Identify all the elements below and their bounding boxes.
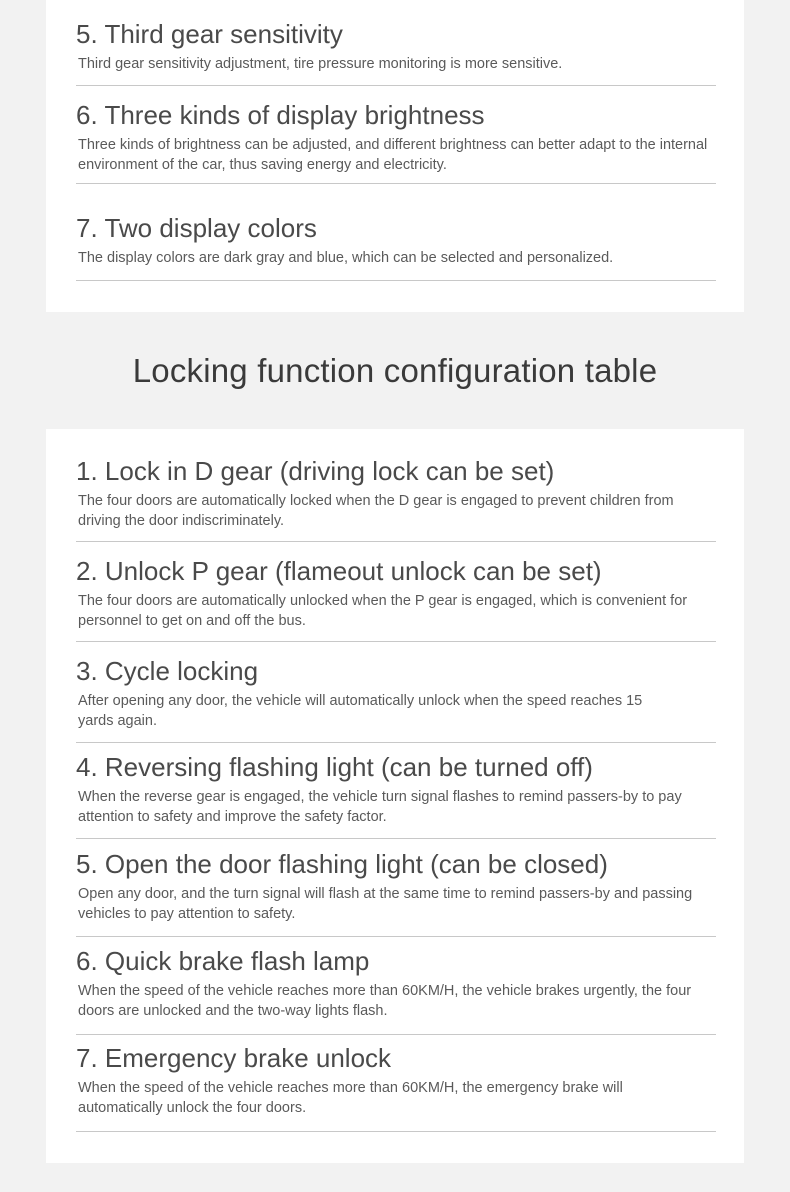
lock-item-description: When the reverse gear is engaged, the vehicle turn signal flashes to remind passers-by to pay attention to safety and improve the safety factor. bbox=[78, 789, 682, 825]
lock-item-title: 4. Reversing flashing light (can be turned off) bbox=[76, 752, 593, 782]
feature-title: 5. Third gear sensitivity bbox=[76, 19, 343, 49]
section-title: Locking function configuration table bbox=[132, 352, 658, 389]
lock-item-description: When the speed of the vehicle reaches more than 60KM/H, the vehicle brakes urgently, the four doors are unlocked and the two-way lights flash. bbox=[78, 983, 692, 1019]
lock-item-title: 5. Open the door flashing light (can be closed) bbox=[76, 849, 608, 879]
lock-item bbox=[76, 848, 716, 937]
lock-item-description: When the speed of the vehicle reaches more than 60KM/H, the emergency brake will automatically unlock the four doors. bbox=[78, 1080, 623, 1116]
lock-item-description: The four doors are automatically unlocked when the P gear is engaged, which is convenient for personnel to get on and off the bus. bbox=[78, 593, 688, 629]
features-card bbox=[46, 0, 744, 312]
lock-item bbox=[76, 945, 716, 1035]
feature-title: 6. Three kinds of display brightness bbox=[76, 100, 485, 130]
lock-item bbox=[76, 455, 716, 542]
feature-title: 7. Two display colors bbox=[76, 213, 317, 243]
feature-description: Three kinds of brightness can be adjusted, and different brightness can better adapt to the internal environment of the car, thus saving energy and electricity. bbox=[78, 137, 708, 173]
lock-item bbox=[76, 555, 716, 642]
lock-item-title: 7. Emergency brake unlock bbox=[76, 1043, 392, 1073]
feature-item bbox=[76, 212, 716, 281]
lock-item bbox=[76, 751, 716, 839]
feature-description: The display colors are dark gray and blue, which can be selected and personalized. bbox=[78, 250, 614, 266]
feature-description: Third gear sensitivity adjustment, tire pressure monitoring is more sensitive. bbox=[78, 56, 563, 72]
feature-item bbox=[76, 18, 716, 86]
locking-config-card bbox=[46, 429, 744, 1163]
lock-item-description: Open any door, and the turn signal will flash at the same time to remind passers-by and passing vehicles to pay attention to safety. bbox=[78, 886, 693, 922]
lock-item bbox=[76, 655, 716, 743]
lock-item-title: 6. Quick brake flash lamp bbox=[76, 946, 370, 976]
lock-item-description: The four doors are automatically locked when the D gear is engaged to prevent children from driving the door indiscriminately. bbox=[78, 493, 674, 529]
lock-item-title: 1. Lock in D gear (driving lock can be set) bbox=[76, 456, 555, 486]
lock-item bbox=[76, 1042, 716, 1132]
lock-item-title: 2. Unlock P gear (flameout unlock can be set) bbox=[76, 556, 602, 586]
lock-item-title: 3. Cycle locking bbox=[76, 656, 259, 686]
feature-item bbox=[76, 99, 716, 184]
lock-item-description: After opening any door, the vehicle will automatically unlock when the speed reaches 15 yards again. bbox=[78, 693, 643, 729]
